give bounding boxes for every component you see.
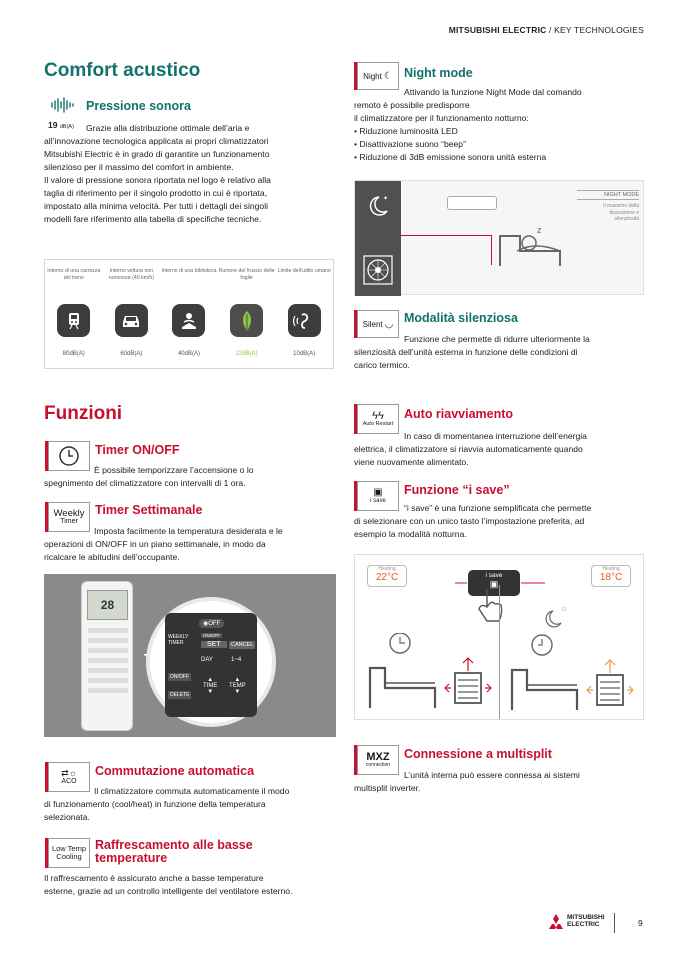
night-line: • Riduzione di 3dB emissione sonora unità esterna <box>354 152 547 163</box>
timer-text <box>44 464 344 490</box>
scale-value: 10dB(A) <box>293 351 316 357</box>
divider <box>499 585 500 719</box>
multisplit-text <box>354 769 654 795</box>
auto-restart-icon: ϟϟ Auto Restart <box>357 404 399 434</box>
db-badge-value: 19 <box>48 120 58 130</box>
key-range: 1~4 <box>231 657 242 663</box>
aco-icon-label: ACO <box>61 778 77 785</box>
key-weekly-timer <box>168 635 188 646</box>
silent-line: silenziosità dell’unità esterna in funzione delle condizioni di <box>354 347 578 358</box>
scale-label: Limite dell’udito umano <box>277 268 331 274</box>
right-bedroom-scene <box>507 605 637 715</box>
connector-line <box>401 235 491 236</box>
scale-value: 22dB(A) <box>235 351 258 357</box>
key-onoff-top: ON/OFF <box>203 633 220 638</box>
multisplit-title: Connessione a multisplit <box>404 747 552 761</box>
mxz-icon-sub: connection <box>365 762 391 768</box>
night-mode-illustration <box>354 180 644 295</box>
outdoor-fan-icon <box>363 255 393 285</box>
sound-scale-panel <box>44 259 334 369</box>
isave-icon: ▣ i save <box>357 481 399 511</box>
isave-icon-label: i save <box>370 498 386 504</box>
remote-buttons <box>88 628 128 698</box>
key-set: SET <box>201 641 227 648</box>
night-line: • Riduzione luminosità LED <box>354 126 458 137</box>
silent-icon: Silent ◡ <box>357 310 399 338</box>
night-icon: Night ☾ <box>357 62 399 90</box>
restart-line: viene nuovamente alimentato. <box>354 457 469 468</box>
key-day: DAY <box>201 657 213 663</box>
weekly-line: Imposta facilmente la temperatura desiderata e le <box>94 526 283 536</box>
aco-icon: ⇄☼ ACO <box>48 762 90 792</box>
connector-line <box>491 235 492 265</box>
footer-brand <box>567 915 605 929</box>
weekly-line: ricalcare le abitudini dell’occupante. <box>44 552 180 563</box>
key-delete: DELETE <box>170 692 190 698</box>
aco-line: selezionata. <box>44 812 90 823</box>
scale-label: Interno vettura non rumorosa (40 km/h) <box>108 268 155 282</box>
silent-title: Modalità silenziosa <box>404 311 518 325</box>
page-number: 9 <box>638 918 643 928</box>
pressione-line: all’innovazione tecnologica applicata ai propri climatizzatori <box>44 136 269 146</box>
lowtemp-title <box>95 839 253 865</box>
pressione-text <box>44 122 344 135</box>
pressione-line: impostato alla minima velocità. Per tutti i dettagli dei singoli <box>44 201 269 212</box>
zoom-lens <box>146 597 276 727</box>
silent-text <box>354 333 654 372</box>
remote-control <box>81 581 133 731</box>
scale-value: 80dB(A) <box>62 351 85 357</box>
lowtemp-title-line2: temperature <box>95 851 168 866</box>
timer-title: Timer ON/OFF <box>95 443 180 457</box>
key-off: ◉OFF <box>199 619 224 628</box>
scale-label: Interno di una carrozza del treno <box>47 268 101 282</box>
lowtemp-line: esterne, grazie ad un controllo intelligente del ventilatore esterno. <box>44 886 293 897</box>
night-img-title: NIGHT MODE <box>577 190 639 200</box>
pressione-title: Pressione sonora <box>86 99 191 113</box>
ear-icon <box>288 304 321 337</box>
timer-line: spegnimento del climatizzatore con intervalli di 1 ora. <box>44 478 246 489</box>
silent-line: carico termico. <box>354 360 410 371</box>
night-line: il climatizzatore per il funzionamento notturno: <box>354 113 529 124</box>
scale-value: 60dB(A) <box>120 351 143 357</box>
scale-item-leaf <box>219 260 275 368</box>
restart-title: Auto riavviamento <box>404 407 514 421</box>
restart-icon-label: Auto Restart <box>362 420 394 427</box>
right-temp: 18°C <box>599 572 623 583</box>
aco-line: Il climatizzatore commuta automaticamente il modo <box>94 786 290 796</box>
page-header <box>449 25 644 35</box>
isave-title: Funzione “i save” <box>404 483 510 497</box>
leaf-icon <box>230 304 263 337</box>
lowtemp-icon <box>48 838 90 868</box>
key-time-label: TIME <box>203 683 218 689</box>
multisplit-line: multisplit inverter. <box>354 783 421 794</box>
key-time: ▲ TIME ▼ <box>203 677 218 695</box>
key-off-label: OFF <box>208 621 221 627</box>
restart-line: In caso di momentanea interruzione dell’energia <box>404 431 587 441</box>
night-line: remoto è possibile predisporre <box>354 100 470 111</box>
lowtemp-icon-line1: Low Temp <box>51 844 87 854</box>
indoor-unit-icon <box>447 196 497 210</box>
moon-stars-icon <box>363 191 393 221</box>
isave-line: di selezionare con un unico tasto l’impostazione preferita, ad <box>354 516 585 527</box>
left-temp-display <box>367 565 407 587</box>
header-section: / KEY TECHNOLOGIES <box>546 25 644 35</box>
pressione-text-rest <box>44 135 344 226</box>
night-line: • Disattivazione suono “beep” <box>354 139 466 150</box>
timer-line: È possibile temporizzare l’accensione o lo <box>94 465 254 475</box>
aco-text <box>44 785 344 824</box>
weekly-icon-line1: Weekly <box>53 507 85 519</box>
pressione-line: silenzioso per il massimo del comfort in ambiente. <box>44 162 234 173</box>
key-cancel: CANCEL <box>231 642 254 648</box>
aco-title: Commutazione automatica <box>95 764 255 778</box>
night-img-text: Il massimo della discrezione e silenziosità <box>603 203 639 222</box>
right-temp-display <box>591 565 631 587</box>
db-badge-unit: dB(A) <box>59 124 74 130</box>
multisplit-line: L’unità interna può essere connessa ai sistemi <box>404 770 580 780</box>
silent-line: Funzione che permette di ridurre ulteriormente la <box>404 334 590 344</box>
key-weekly-label: WEEKLY <box>168 634 189 640</box>
weekly-title: Timer Settimanale <box>95 503 203 517</box>
isave-line: “i save” è una funzione semplificata che permette <box>404 503 592 513</box>
lowtemp-icon-line2: Cooling <box>56 852 82 861</box>
train-icon <box>57 304 90 337</box>
pressione-line: Grazie alla distribuzione ottimale dell’aria e <box>86 123 250 133</box>
pressione-line: taglia di riferimento per il singolo prodotto in cui è riportata, <box>44 188 268 199</box>
lowtemp-line: Il raffrescamento è assicurato anche a basse temperature <box>44 873 264 883</box>
restart-text <box>354 430 654 469</box>
scale-item-car <box>103 260 159 368</box>
pressione-line: Il valore di pressione sonora riportata nel logo è relativo alla <box>44 175 271 186</box>
footer-brand2: ELECTRIC <box>567 920 600 928</box>
weekly-line: operazioni di ON/OFF in un piano settimanale, in modo da <box>44 539 266 550</box>
header-brand: MITSUBISHI ELECTRIC <box>448 25 547 35</box>
svg-text:✦: ✦ <box>383 196 389 202</box>
footer-divider <box>614 913 615 933</box>
remote-display: 28 <box>87 590 128 620</box>
left-temp: 22°C <box>375 572 399 583</box>
night-line: Attivando la funzione Night Mode dal comando <box>404 87 582 97</box>
left-bedroom-scene <box>365 633 495 713</box>
bed-icon <box>495 211 565 271</box>
scale-item-train <box>46 260 102 368</box>
hand-pointer-icon <box>475 585 505 625</box>
car-icon <box>115 304 148 337</box>
isave-line: esempio la modalità notturna. <box>354 529 467 540</box>
scale-label: Rumore del fruscio delle foglie <box>218 268 275 282</box>
scale-label: Interno di una biblioteca <box>161 268 217 274</box>
night-title: Night mode <box>404 66 473 80</box>
sound-wave-icon <box>50 97 76 113</box>
isave-button-label: i save <box>485 572 503 579</box>
key-timer-label: TIMER <box>168 639 184 646</box>
left-mode: Heating <box>378 566 396 572</box>
key-temp: ▲ TEMP ▼ <box>229 677 246 695</box>
aco-line: di funzionamento (cool/heat) in funzione della temperatura <box>44 799 266 810</box>
scale-item-ear <box>276 260 332 368</box>
restart-line: elettrica, il climatizzatore si riavvia automaticamente quando <box>354 444 583 455</box>
pressione-line: modelli fare riferimento alla tabella di specifiche tecniche. <box>44 214 262 225</box>
mitsubishi-logo-icon <box>546 914 566 932</box>
night-text <box>354 86 654 164</box>
library-icon <box>172 304 205 337</box>
scale-value: 40dB(A) <box>177 351 200 357</box>
isave-illustration <box>354 554 644 720</box>
svg-text:z: z <box>537 225 542 235</box>
night-icon-label: Night <box>363 71 382 81</box>
right-mode: Heating <box>602 566 620 572</box>
key-onoff: ON/OFF <box>170 674 189 680</box>
silent-icon-label: Silent <box>362 319 383 329</box>
pressione-line: Mitsubishi Electric è in grado di garantire un funzionamento <box>44 149 270 160</box>
svg-text:☆: ☆ <box>561 606 568 613</box>
remote-illustration <box>44 574 336 737</box>
lowtemp-title-line1: Raffrescamento alle basse <box>95 838 253 852</box>
footer-brand1: MITSUBISHI <box>567 914 605 921</box>
funzioni-title: Funzioni <box>44 403 123 424</box>
zoom-keypad <box>165 613 257 717</box>
isave-button: i save ▣ <box>468 570 520 596</box>
isave-text <box>354 502 654 541</box>
weekly-icon-line2: Timer <box>60 518 78 526</box>
scale-item-library <box>161 260 217 368</box>
key-temp-label: TEMP <box>229 683 246 689</box>
comfort-title: Comfort acustico <box>44 60 201 81</box>
mxz-icon-label: MXZ <box>366 751 390 763</box>
weekly-text <box>44 525 344 564</box>
lowtemp-text <box>44 872 354 898</box>
